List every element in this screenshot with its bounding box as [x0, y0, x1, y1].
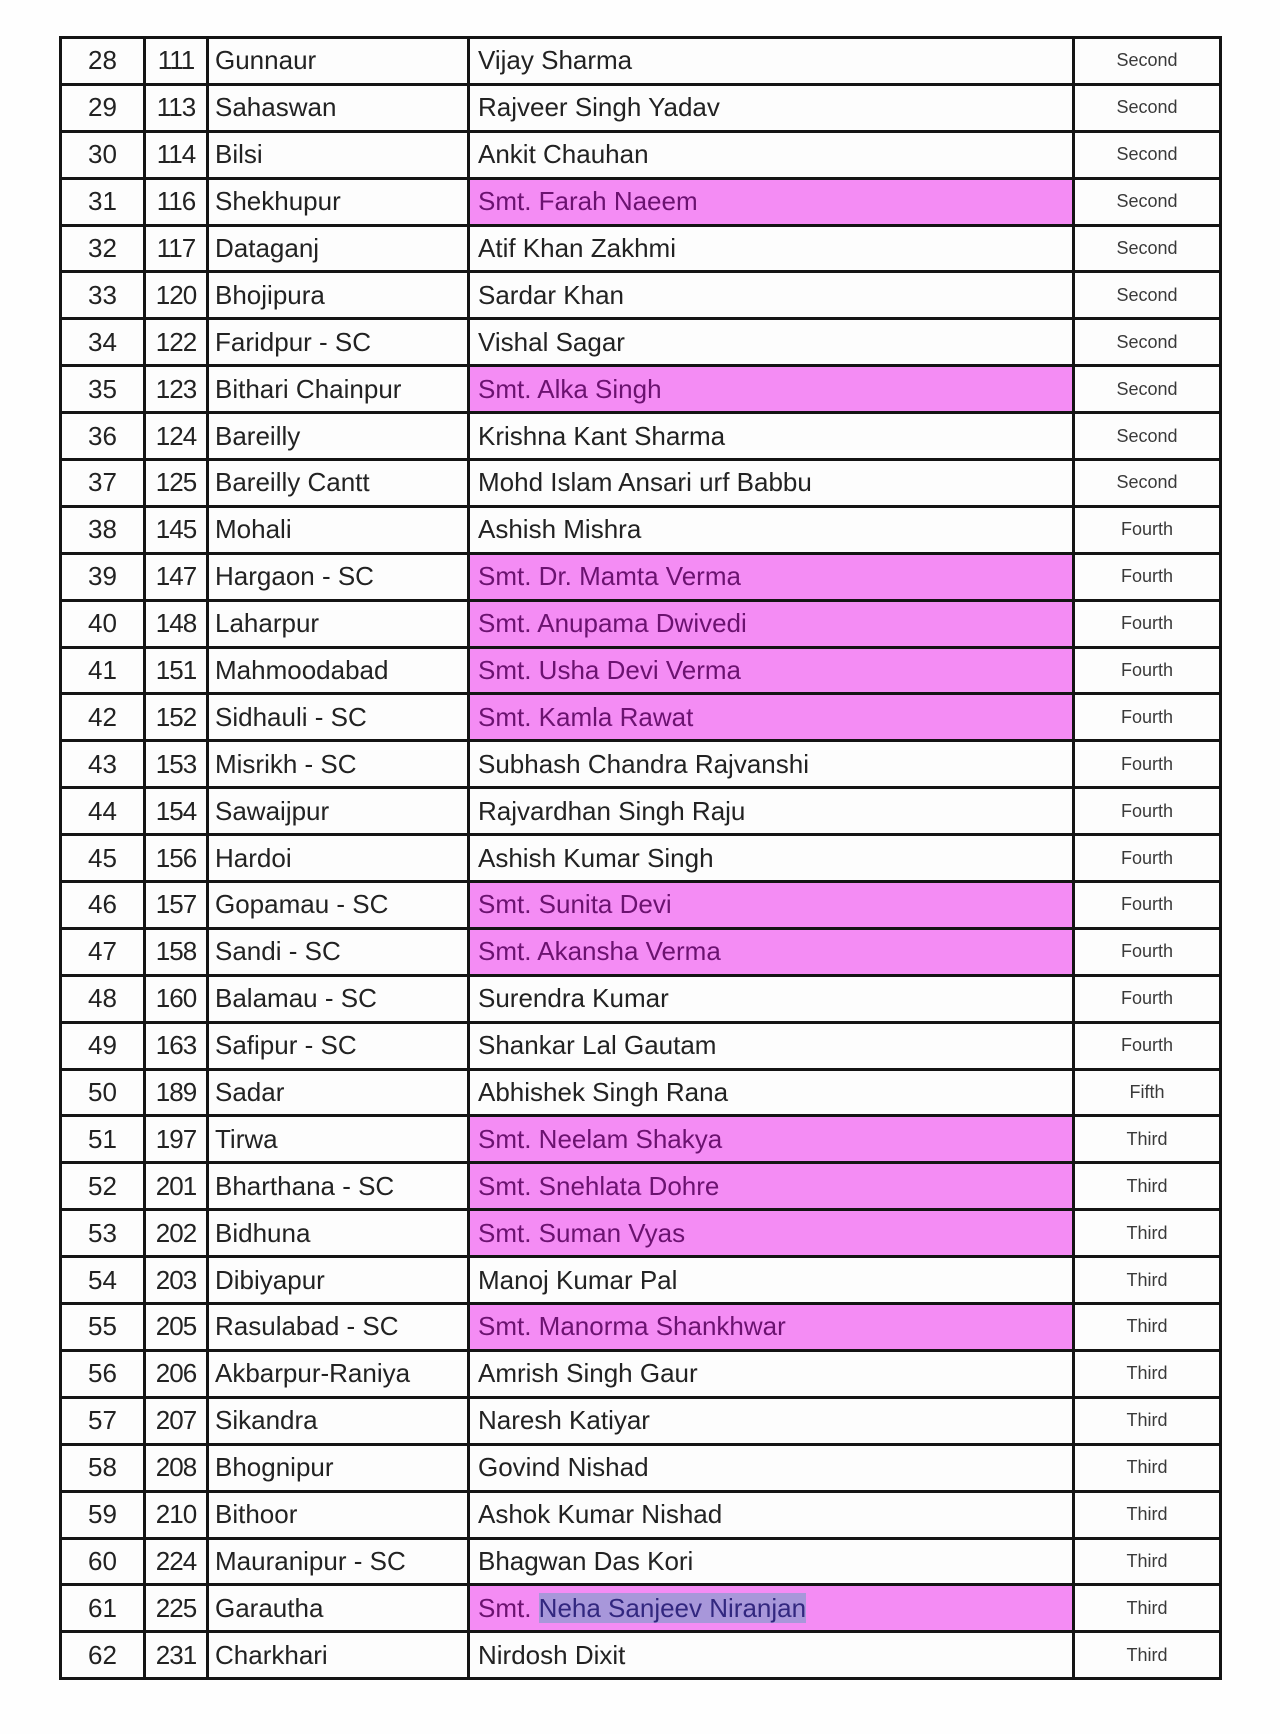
serial-number-cell: 29	[61, 84, 145, 131]
phase-cell: Fourth	[1074, 741, 1221, 788]
serial-number-cell: 41	[61, 647, 145, 694]
constituency-cell: Rasulabad - SC	[208, 1304, 469, 1351]
serial-number-cell: 37	[61, 460, 145, 507]
constituency-cell: Hardoi	[208, 835, 469, 882]
constituency-cell: Bareilly	[208, 413, 469, 460]
candidate-cell: Smt. Anupama Dwivedi	[469, 600, 1074, 647]
table-row	[61, 272, 1221, 319]
candidate-cell: Smt. Snehlata Dohre	[469, 1163, 1074, 1210]
candidate-cell: Ashish Mishra	[469, 506, 1074, 553]
candidate-cell: Nirdosh Dixit	[469, 1632, 1074, 1679]
table-row	[61, 1632, 1221, 1679]
serial-number-cell: 53	[61, 1210, 145, 1257]
phase-cell: Third	[1074, 1585, 1221, 1632]
ac-number-cell: 207	[145, 1397, 208, 1444]
phase-cell: Fourth	[1074, 506, 1221, 553]
table-row	[61, 84, 1221, 131]
constituency-cell: Bareilly Cantt	[208, 460, 469, 507]
phase-cell: Third	[1074, 1257, 1221, 1304]
constituency-cell: Sawaijpur	[208, 788, 469, 835]
serial-number-cell: 58	[61, 1444, 145, 1491]
ac-number-cell: 152	[145, 694, 208, 741]
constituency-cell: Bilsi	[208, 131, 469, 178]
serial-number-cell: 61	[61, 1585, 145, 1632]
serial-number-cell: 33	[61, 272, 145, 319]
table-row	[61, 1397, 1221, 1444]
constituency-cell: Mauranipur - SC	[208, 1538, 469, 1585]
serial-number-cell: 52	[61, 1163, 145, 1210]
serial-number-cell: 45	[61, 835, 145, 882]
candidate-cell: Rajvardhan Singh Raju	[469, 788, 1074, 835]
phase-cell: Third	[1074, 1350, 1221, 1397]
candidate-cell: Amrish Singh Gaur	[469, 1350, 1074, 1397]
serial-number-cell: 50	[61, 1069, 145, 1116]
table-row	[61, 319, 1221, 366]
ac-number-cell: 163	[145, 1022, 208, 1069]
phase-cell: Third	[1074, 1163, 1221, 1210]
serial-number-cell: 51	[61, 1116, 145, 1163]
candidate-cell: Ashok Kumar Nishad	[469, 1491, 1074, 1538]
phase-cell: Fourth	[1074, 835, 1221, 882]
ac-number-cell: 125	[145, 460, 208, 507]
table-row	[61, 694, 1221, 741]
serial-number-cell: 40	[61, 600, 145, 647]
phase-cell: Second	[1074, 319, 1221, 366]
constituency-cell: Gunnaur	[208, 38, 469, 85]
candidate-cell: Smt. Usha Devi Verma	[469, 647, 1074, 694]
phase-cell: Third	[1074, 1116, 1221, 1163]
phase-cell: Fourth	[1074, 788, 1221, 835]
phase-cell: Third	[1074, 1491, 1221, 1538]
candidate-cell: Vijay Sharma	[469, 38, 1074, 85]
candidate-cell: Abhishek Singh Rana	[469, 1069, 1074, 1116]
table-row	[61, 506, 1221, 553]
candidate-cell: Ankit Chauhan	[469, 131, 1074, 178]
serial-number-cell: 36	[61, 413, 145, 460]
constituency-cell: Bithari Chainpur	[208, 366, 469, 413]
constituency-cell: Misrikh - SC	[208, 741, 469, 788]
serial-number-cell: 28	[61, 38, 145, 85]
phase-cell: Fourth	[1074, 694, 1221, 741]
table-row	[61, 928, 1221, 975]
candidate-cell: Shankar Lal Gautam	[469, 1022, 1074, 1069]
phase-cell: Third	[1074, 1397, 1221, 1444]
serial-number-cell: 49	[61, 1022, 145, 1069]
serial-number-cell: 38	[61, 506, 145, 553]
serial-number-cell: 34	[61, 319, 145, 366]
ac-number-cell: 208	[145, 1444, 208, 1491]
constituency-cell: Laharpur	[208, 600, 469, 647]
ac-number-cell: 154	[145, 788, 208, 835]
constituency-cell: Mahmoodabad	[208, 647, 469, 694]
table-row	[61, 1350, 1221, 1397]
candidate-cell: Vishal Sagar	[469, 319, 1074, 366]
ac-number-cell: 114	[145, 131, 208, 178]
candidate-cell: Rajveer Singh Yadav	[469, 84, 1074, 131]
candidate-cell: Smt. Kamla Rawat	[469, 694, 1074, 741]
candidate-cell: Subhash Chandra Rajvanshi	[469, 741, 1074, 788]
phase-cell: Third	[1074, 1304, 1221, 1351]
candidate-table	[59, 36, 1222, 1680]
phase-cell: Fourth	[1074, 647, 1221, 694]
ac-number-cell: 201	[145, 1163, 208, 1210]
phase-cell: Second	[1074, 131, 1221, 178]
table-row	[61, 1022, 1221, 1069]
ac-number-cell: 122	[145, 319, 208, 366]
candidate-cell: Manoj Kumar Pal	[469, 1257, 1074, 1304]
candidate-cell: Smt. Suman Vyas	[469, 1210, 1074, 1257]
table-row	[61, 788, 1221, 835]
table-row	[61, 882, 1221, 929]
constituency-cell: Garautha	[208, 1585, 469, 1632]
ac-number-cell: 205	[145, 1304, 208, 1351]
serial-number-cell: 30	[61, 131, 145, 178]
constituency-cell: Sahaswan	[208, 84, 469, 131]
table-row	[61, 1069, 1221, 1116]
serial-number-cell: 39	[61, 553, 145, 600]
constituency-cell: Charkhari	[208, 1632, 469, 1679]
serial-number-cell: 62	[61, 1632, 145, 1679]
candidate-cell: Sardar Khan	[469, 272, 1074, 319]
ac-number-cell: 210	[145, 1491, 208, 1538]
ac-number-cell: 206	[145, 1350, 208, 1397]
table-row	[61, 1491, 1221, 1538]
table-row	[61, 366, 1221, 413]
phase-cell: Second	[1074, 413, 1221, 460]
table-row	[61, 38, 1221, 85]
constituency-cell: Bidhuna	[208, 1210, 469, 1257]
constituency-cell: Sandi - SC	[208, 928, 469, 975]
phase-cell: Third	[1074, 1210, 1221, 1257]
ac-number-cell: 189	[145, 1069, 208, 1116]
candidate-cell: Smt. Akansha Verma	[469, 928, 1074, 975]
phase-cell: Second	[1074, 38, 1221, 85]
serial-number-cell: 57	[61, 1397, 145, 1444]
constituency-cell: Dataganj	[208, 225, 469, 272]
ac-number-cell: 153	[145, 741, 208, 788]
table-row	[61, 460, 1221, 507]
candidate-cell: Bhagwan Das Kori	[469, 1538, 1074, 1585]
table-row	[61, 1116, 1221, 1163]
phase-cell: Fourth	[1074, 553, 1221, 600]
constituency-cell: Balamau - SC	[208, 975, 469, 1022]
ac-number-cell: 225	[145, 1585, 208, 1632]
ac-number-cell: 123	[145, 366, 208, 413]
constituency-cell: Sikandra	[208, 1397, 469, 1444]
constituency-cell: Safipur - SC	[208, 1022, 469, 1069]
ac-number-cell: 203	[145, 1257, 208, 1304]
ac-number-cell: 116	[145, 178, 208, 225]
constituency-cell: Dibiyapur	[208, 1257, 469, 1304]
phase-cell: Fifth	[1074, 1069, 1221, 1116]
table-row	[61, 741, 1221, 788]
constituency-cell: Hargaon - SC	[208, 553, 469, 600]
candidate-cell: Smt. Alka Singh	[469, 366, 1074, 413]
table-row	[61, 1163, 1221, 1210]
candidate-cell: Atif Khan Zakhmi	[469, 225, 1074, 272]
phase-cell: Second	[1074, 178, 1221, 225]
serial-number-cell: 54	[61, 1257, 145, 1304]
ac-number-cell: 231	[145, 1632, 208, 1679]
table-row	[61, 413, 1221, 460]
candidate-cell: Govind Nishad	[469, 1444, 1074, 1491]
constituency-cell: Akbarpur-Raniya	[208, 1350, 469, 1397]
serial-number-cell: 56	[61, 1350, 145, 1397]
phase-cell: Fourth	[1074, 1022, 1221, 1069]
constituency-cell: Shekhupur	[208, 178, 469, 225]
table-row	[61, 600, 1221, 647]
table-row	[61, 1304, 1221, 1351]
serial-number-cell: 43	[61, 741, 145, 788]
serial-number-cell: 55	[61, 1304, 145, 1351]
candidate-cell: Krishna Kant Sharma	[469, 413, 1074, 460]
table-row	[61, 835, 1221, 882]
table-row	[61, 131, 1221, 178]
ac-number-cell: 151	[145, 647, 208, 694]
candidate-cell: Smt. Neelam Shakya	[469, 1116, 1074, 1163]
table-row	[61, 975, 1221, 1022]
phase-cell: Second	[1074, 272, 1221, 319]
candidate-cell: Smt. Neha Sanjeev Niranjan	[469, 1585, 1074, 1632]
phase-cell: Fourth	[1074, 882, 1221, 929]
serial-number-cell: 59	[61, 1491, 145, 1538]
candidate-cell: Surendra Kumar	[469, 975, 1074, 1022]
constituency-cell: Mohali	[208, 506, 469, 553]
phase-cell: Third	[1074, 1632, 1221, 1679]
ac-number-cell: 197	[145, 1116, 208, 1163]
table-row	[61, 1585, 1221, 1632]
serial-number-cell: 48	[61, 975, 145, 1022]
phase-cell: Third	[1074, 1444, 1221, 1491]
ac-number-cell: 145	[145, 506, 208, 553]
serial-number-cell: 46	[61, 882, 145, 929]
ac-number-cell: 148	[145, 600, 208, 647]
serial-number-cell: 47	[61, 928, 145, 975]
constituency-cell: Faridpur - SC	[208, 319, 469, 366]
ac-number-cell: 160	[145, 975, 208, 1022]
serial-number-cell: 31	[61, 178, 145, 225]
ac-number-cell: 157	[145, 882, 208, 929]
constituency-cell: Sadar	[208, 1069, 469, 1116]
candidate-cell: Smt. Manorma Shankhwar	[469, 1304, 1074, 1351]
phase-cell: Second	[1074, 460, 1221, 507]
constituency-cell: Bithoor	[208, 1491, 469, 1538]
constituency-cell: Sidhauli - SC	[208, 694, 469, 741]
phase-cell: Fourth	[1074, 928, 1221, 975]
table-row	[61, 178, 1221, 225]
ac-number-cell: 156	[145, 835, 208, 882]
ac-number-cell: 117	[145, 225, 208, 272]
ac-number-cell: 111	[145, 38, 208, 85]
constituency-cell: Tirwa	[208, 1116, 469, 1163]
table-row	[61, 1538, 1221, 1585]
selected-text: Neha Sanjeev Niranjan	[538, 1592, 807, 1623]
phase-cell: Fourth	[1074, 975, 1221, 1022]
constituency-cell: Bhojipura	[208, 272, 469, 319]
constituency-cell: Bhognipur	[208, 1444, 469, 1491]
table-row	[61, 1210, 1221, 1257]
table-row	[61, 1257, 1221, 1304]
ac-number-cell: 120	[145, 272, 208, 319]
candidate-cell: Naresh Katiyar	[469, 1397, 1074, 1444]
phase-cell: Third	[1074, 1538, 1221, 1585]
ac-number-cell: 158	[145, 928, 208, 975]
serial-number-cell: 60	[61, 1538, 145, 1585]
table-row	[61, 225, 1221, 272]
table-row	[61, 553, 1221, 600]
candidate-cell: Smt. Farah Naeem	[469, 178, 1074, 225]
ac-number-cell: 113	[145, 84, 208, 131]
candidate-cell: Mohd Islam Ansari urf Babbu	[469, 460, 1074, 507]
table-row	[61, 647, 1221, 694]
ac-number-cell: 124	[145, 413, 208, 460]
table-row	[61, 1444, 1221, 1491]
serial-number-cell: 32	[61, 225, 145, 272]
constituency-cell: Bharthana - SC	[208, 1163, 469, 1210]
candidate-table-body	[61, 38, 1221, 1679]
phase-cell: Second	[1074, 84, 1221, 131]
phase-cell: Fourth	[1074, 600, 1221, 647]
constituency-cell: Gopamau - SC	[208, 882, 469, 929]
serial-number-cell: 35	[61, 366, 145, 413]
phase-cell: Second	[1074, 366, 1221, 413]
ac-number-cell: 224	[145, 1538, 208, 1585]
candidate-cell: Ashish Kumar Singh	[469, 835, 1074, 882]
serial-number-cell: 44	[61, 788, 145, 835]
phase-cell: Second	[1074, 225, 1221, 272]
candidate-cell: Smt. Dr. Mamta Verma	[469, 553, 1074, 600]
serial-number-cell: 42	[61, 694, 145, 741]
ac-number-cell: 147	[145, 553, 208, 600]
candidate-cell: Smt. Sunita Devi	[469, 882, 1074, 929]
ac-number-cell: 202	[145, 1210, 208, 1257]
